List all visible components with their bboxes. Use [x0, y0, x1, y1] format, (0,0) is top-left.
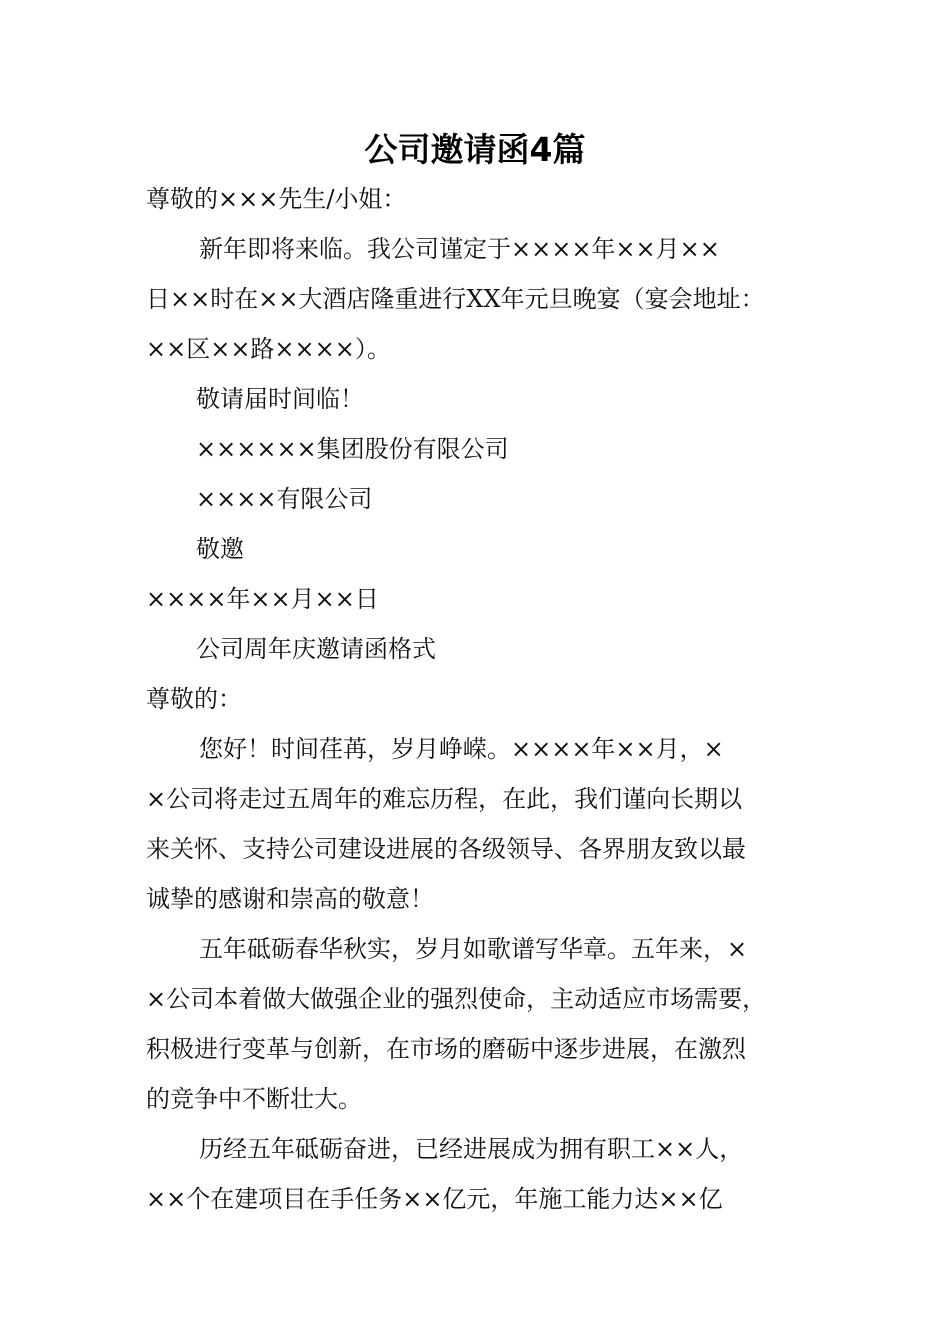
- paragraph-line: 积极进行变革与创新，在市场的磨砺中逐步进展，在激烈: [146, 1035, 746, 1063]
- paragraph-line: ×公司将走过五周年的难忘历程，在此，我们谨向长期以: [146, 785, 743, 813]
- signature-company: ××××有限公司: [196, 485, 373, 513]
- closing-line: 敬请届时间临！: [196, 385, 364, 413]
- paragraph-line: ××区××路××××）。: [146, 335, 391, 363]
- paragraph-line: 新年即将来临。我公司谨定于××××年××月××: [199, 235, 720, 263]
- signature-company: ××××××集团股份有限公司: [196, 435, 509, 463]
- paragraph-line: 历经五年砥砺奋进，已经进展成为拥有职工××人，: [199, 1135, 744, 1163]
- paragraph-line: ××个在建项目在手任务××亿元，年施工能力达××亿: [146, 1185, 723, 1213]
- paragraph-line: ×公司本着做大做强企业的强烈使命，主动适应市场需要，: [146, 985, 767, 1013]
- paragraph-line: 诚挚的感谢和崇高的敬意！: [146, 885, 434, 913]
- paragraph-line: 您好！时间荏苒，岁月峥嵘。××××年××月，×: [199, 735, 724, 763]
- paragraph-line: 来关怀、支持公司建设进展的各级领导、各界朋友致以最: [146, 835, 746, 863]
- paragraph-line: 五年砥砺春华秋实，岁月如歌谱写华章。五年来，×: [199, 935, 748, 963]
- signature-closing: 敬邀: [196, 535, 244, 563]
- paragraph-line: 日××时在××大酒店隆重进行XX年元旦晚宴（宴会地址：: [146, 285, 765, 313]
- paragraph-line: 的竞争中不断壮大。: [146, 1085, 362, 1113]
- salutation: 尊敬的×××先生/小姐：: [146, 185, 407, 213]
- salutation: 尊敬的：: [146, 685, 242, 713]
- document-title: 公司邀请函4篇: [364, 130, 586, 169]
- section-heading: 公司周年庆邀请函格式: [196, 635, 436, 663]
- signature-date: ××××年××月××日: [146, 585, 379, 613]
